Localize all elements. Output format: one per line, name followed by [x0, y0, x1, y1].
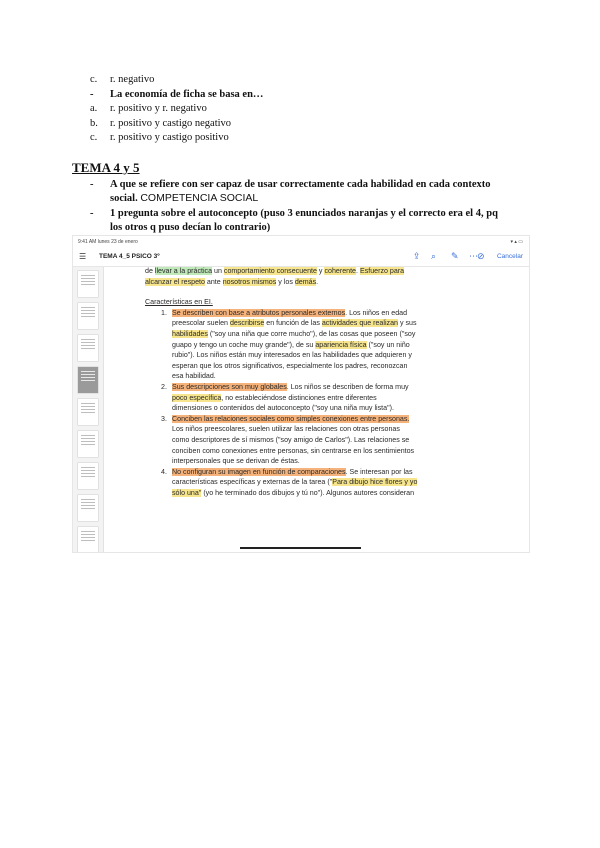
highlight: Sus descripciones son muy globales [172, 382, 287, 391]
item-number: 3. [161, 414, 167, 423]
highlight: No configuran su imagen en función de comparaciones [172, 467, 346, 476]
text-line: como descriptores de sí mismos ("soy amigo de Carlos"). Las relaciones se [172, 435, 410, 444]
item-number: 1. [161, 308, 167, 317]
document-content [145, 266, 517, 498]
text: . [316, 277, 319, 286]
list-item-3 [145, 414, 517, 467]
annotate-icon[interactable]: ✎ [451, 251, 459, 261]
text: y [316, 267, 325, 275]
page-thumbnails [73, 267, 104, 552]
highlight: Se describen con base a atributos personales externos [172, 308, 346, 317]
page-thumbnail[interactable] [78, 335, 98, 361]
list-marker: - [90, 179, 94, 190]
question-text: La economía de ficha se basa en… [110, 89, 264, 100]
embedded-screenshot [73, 236, 529, 552]
menu-icon[interactable]: ☰ [79, 252, 87, 261]
text: características específicas y externas de la tarea (" [172, 478, 333, 487]
list-marker: - [90, 89, 94, 100]
list-item-c-negativo [90, 73, 154, 86]
document-title: TEMA 4_5 PSICO 3º [99, 253, 160, 260]
list-marker: - [90, 208, 94, 219]
text: ("soy una niña que corre mucho"), de las cosas que poseen ("soy [207, 329, 416, 338]
page-thumbnail[interactable] [78, 303, 98, 329]
text: y los [276, 277, 295, 286]
highlight: apariencia física [315, 340, 367, 349]
option-text: r. positivo y r. negativo [110, 103, 207, 114]
highlight: coherente [324, 267, 357, 275]
text: (yo he terminado dos dibujos y tú no"). Algunos autores consideran [201, 488, 415, 497]
text: ante [204, 277, 223, 286]
document-toolbar [73, 248, 529, 267]
question-text: 1 pregunta sobre el autoconcepto (puso 3 enunciados naranjas y el correcto era el 4, pq [110, 208, 498, 219]
option-text: r. positivo y castigo positivo [110, 132, 229, 143]
separator-line [240, 547, 361, 549]
question-autoconcepto-line1 [90, 207, 498, 220]
text: ("soy un niño [366, 340, 410, 349]
cancel-button[interactable]: Cancelar [496, 253, 523, 260]
text-line: dimensiones o contenidos del autoconcepto ("soy una niña muy lista"). [172, 404, 394, 413]
status-time: 9:41 AM lunes 23 de enero [78, 239, 138, 245]
option-marker: c. [90, 132, 98, 143]
text: , no estableciéndose distinciones entre diferentes [221, 393, 377, 402]
page-thumbnail[interactable] [78, 495, 98, 521]
status-bar [73, 236, 529, 248]
page-thumbnail[interactable] [78, 271, 98, 297]
item-number: 4. [161, 467, 167, 476]
page-thumbnail[interactable] [78, 463, 98, 489]
text: . Los niños en edad [345, 308, 408, 317]
text-line: Los niños preescolares, suelen utilizar las relaciones con otras personas [172, 425, 400, 434]
option-marker: b. [90, 118, 98, 129]
section-title: Características en EI. [145, 298, 213, 307]
highlight: comportamiento consecuente [223, 267, 317, 275]
question-text: A que se refiere con ser capaz de usar correctamente cada habilidad en cada contexto [110, 179, 491, 190]
highlight: nosotros mismos [222, 277, 277, 286]
list-item-2 [145, 382, 517, 414]
text: un [212, 267, 224, 275]
text-line: esa habilidad. [172, 372, 216, 381]
text-line: esperan que los otros significativos, especialmente los padres, reconozcan [172, 361, 408, 370]
search-icon[interactable]: ⌕ [431, 251, 437, 261]
highlight: poco específica [172, 393, 222, 402]
text: guapo y tengo un coche muy grande"), de su [172, 340, 316, 349]
highlight: Esfuerzo para [359, 267, 405, 275]
highlight: sólo una" [172, 488, 202, 497]
answer-text: COMPETENCIA SOCIAL [140, 192, 259, 204]
text: preescolar suelen [172, 319, 230, 328]
list-text: r. negativo [110, 74, 155, 85]
share-icon[interactable]: ⇪ [413, 251, 421, 261]
question-text-cont: social. [110, 193, 138, 204]
more-icon[interactable]: ⋯ [469, 251, 478, 261]
highlight: habilidades [172, 329, 208, 338]
highlight: llevar a la práctica [154, 267, 213, 275]
text-line: conciben como conexiones entre personas, sin centrarse en los sentimientos [172, 446, 415, 455]
option-text: r. positivo y castigo negativo [110, 118, 232, 129]
text: . [356, 267, 360, 275]
highlight: describirse [229, 319, 265, 328]
markup-icon[interactable]: ⊘ [477, 251, 485, 261]
text: en función de las [264, 319, 322, 328]
option-marker: a. [90, 103, 98, 114]
highlight: Para dibujo hice flores y yo [332, 478, 418, 487]
option-a [90, 102, 207, 115]
section-heading: TEMA 4 y 5 [72, 160, 140, 175]
text-line: interpersonales que se derivan de éstas. [172, 457, 300, 466]
highlight: demás [294, 277, 317, 286]
intro-line2 [145, 277, 517, 288]
intro-line1 [145, 266, 517, 277]
question-economia-ficha [90, 88, 263, 101]
item-number: 2. [161, 382, 167, 391]
highlight: alcanzar el respeto [145, 277, 205, 286]
text-line: rubio"). Los niños están muy interesados en las habilidades que adquieren y [172, 351, 412, 360]
list-item-1 [145, 308, 517, 382]
text: y sus [397, 319, 417, 328]
list-marker: c. [90, 74, 98, 85]
option-b [90, 117, 231, 130]
option-c [90, 131, 229, 144]
page-thumbnail[interactable] [78, 431, 98, 457]
text: . Los niños se describen de forma muy [286, 382, 409, 391]
text: . Se interesan por las [345, 467, 413, 476]
page-thumbnail-selected[interactable] [78, 367, 98, 393]
page-thumbnail[interactable] [78, 527, 98, 552]
page-thumbnail[interactable] [78, 399, 98, 425]
highlight: actividades que realizan [321, 319, 398, 328]
list-item-4 [145, 467, 517, 499]
question-competencia-line2 [110, 192, 258, 205]
text: de [145, 267, 155, 275]
status-indicators: ▾ ▴ ▭ [510, 239, 523, 245]
question-competencia-line1 [90, 178, 490, 191]
question-autoconcepto-line2: los otros q puso decían lo contrario) [110, 222, 271, 233]
highlight: Conciben las relaciones sociales como simples conexiones entre personas. [172, 414, 410, 423]
